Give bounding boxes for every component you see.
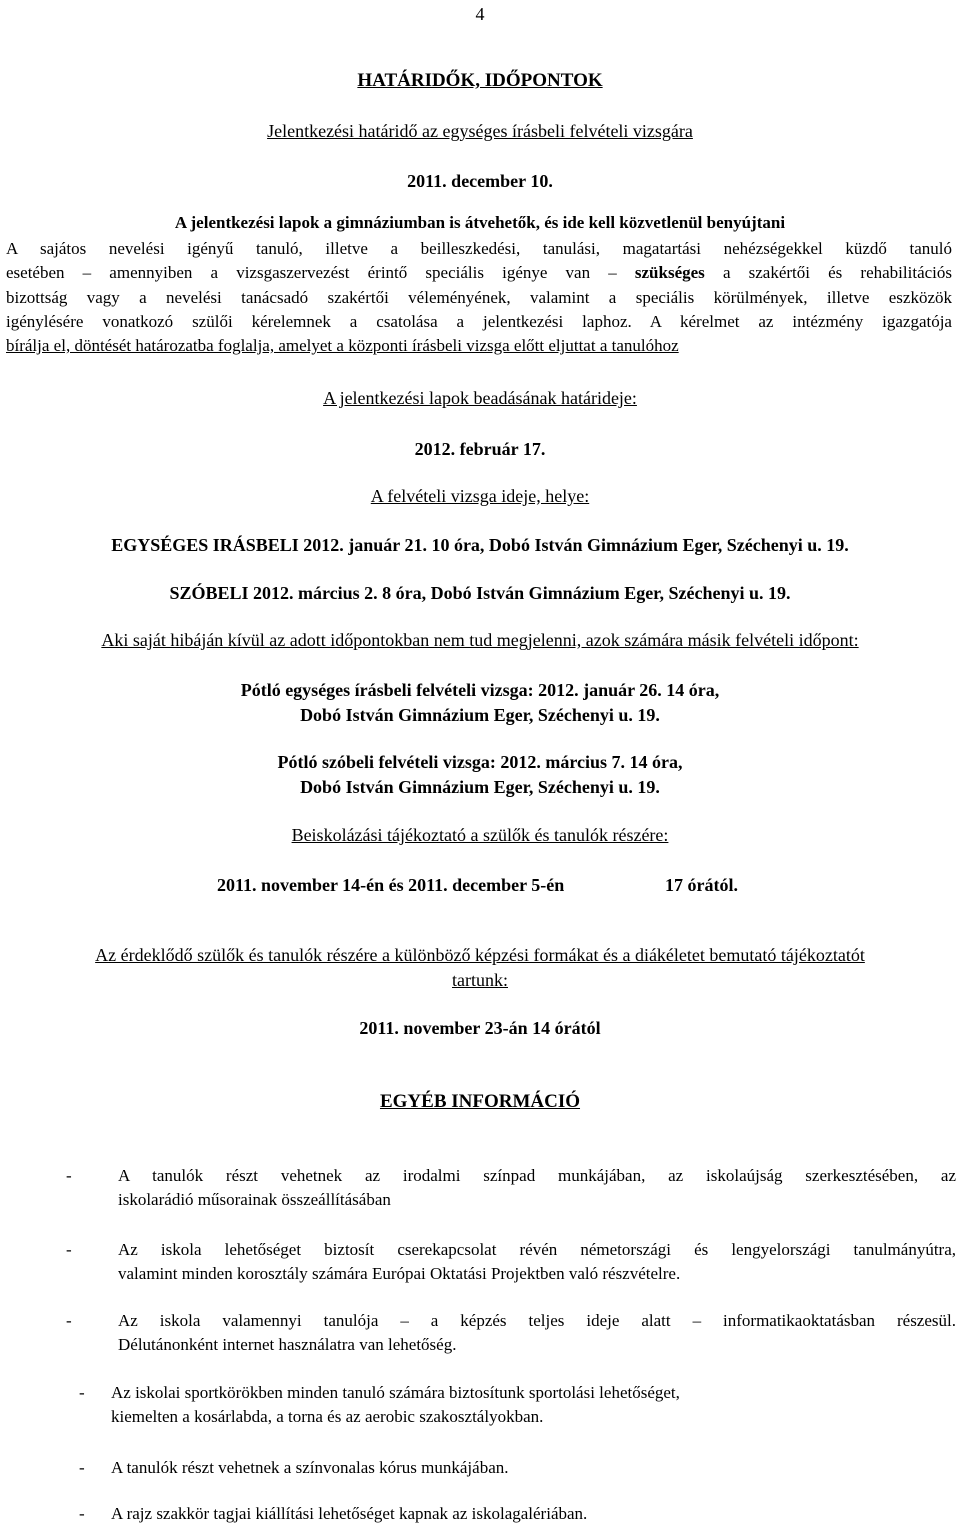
open-day-label-line2: tartunk: [452, 970, 508, 990]
list-item-text [111, 1456, 771, 1480]
list-item-line: Az iskolai sportkörökben minden tanuló számára biztosítunk sportolási lehetőséget, [111, 1383, 680, 1402]
list-item-line: Délutánonként internet használatra van lehetőség. [118, 1335, 457, 1354]
paragraph-line: bizottság vagy a nevelési tanácsadó szakértői véleményének, valamint a speciális körülmények, illetve eszközök [6, 287, 952, 307]
list-dash: - [79, 1458, 85, 1477]
paragraph-underlined-line: bírálja el, döntését határozatba foglalja, amelyet a központi írásbeli vizsga előtt eljuttat a tanulóhoz [6, 336, 679, 356]
list-item-line: valamint minden korosztály számára Európai Oktatási Projektben való részvételre. [118, 1264, 681, 1283]
page-number: 4 [475, 4, 485, 24]
list-item [79, 1502, 779, 1526]
list-dash: - [66, 1166, 72, 1185]
list-dash: - [66, 1311, 72, 1330]
paragraph-line [6, 261, 952, 285]
submission-deadline-date: 2012. február 17. [414, 439, 546, 459]
list-item-line: kiemelten a kosárlabda, a torna és az aerobic szakosztályokban. [111, 1407, 544, 1426]
written-exam-info: EGYSÉGES IRÁSBELI 2012. január 21. 10 óra, Dobó István Gimnázium Eger, Széchenyi u. 19. [111, 535, 849, 555]
paragraph-line-text: esetében – amennyiben a vizsgaszervezést érintő speciális igénye van – [6, 263, 617, 283]
registration-deadline-label: Jelentkezési határidő az egységes írásbeli felvételi vizsgára [267, 121, 693, 141]
list-item-line: A tanulók részt vehetnek az irodalmi színpad munkájában, az iskolaújság szerkesztésében, az [118, 1166, 956, 1185]
list-item-text [111, 1381, 871, 1429]
list-item [66, 1309, 956, 1359]
submission-deadline-label: A jelentkezési lapok beadásának határideje: [323, 388, 637, 408]
makeup-oral-exam-line2: Dobó István Gimnázium Eger, Széchenyi u. 19. [300, 777, 660, 797]
open-day-date: 2011. november 23-án 14 órától [359, 1018, 601, 1038]
list-item [79, 1381, 879, 1431]
special-needs-paragraph [6, 237, 952, 358]
paragraph-line: A sajátos nevelési igényű tanuló, illetve a beilleszkedési, tanulási, magatartási nehézségekkel küzdő tanuló [6, 239, 952, 258]
paragraph-line-text: A kérelmet az intézmény igazgatója [631, 311, 952, 331]
exam-time-place-label: A felvételi vizsga ideje, helye: [370, 486, 590, 506]
list-item-text [118, 1309, 956, 1357]
list-item [66, 1238, 956, 1288]
list-item-text [118, 1238, 956, 1286]
list-item-line: iskolarádió műsorainak összeállításában [118, 1190, 391, 1209]
registration-deadline-date: 2011. december 10. [407, 171, 553, 191]
makeup-oral-exam-line1: Pótló szóbeli felvételi vizsga: 2012. március 7. 14 óra, [277, 752, 683, 772]
list-item-line: A tanulók részt vehetnek a színvonalas kórus munkájában. [111, 1458, 509, 1477]
info-session-time: 17 órától. [665, 875, 738, 895]
section-title-deadlines: HATÁRIDŐK, IDŐPONTOK [357, 70, 603, 91]
makeup-written-exam-line2: Dobó István Gimnázium Eger, Széchenyi u. 19. [300, 705, 660, 725]
info-session-dates: 2011. november 14-én és 2011. december 5-én [217, 875, 565, 895]
list-item-text [111, 1502, 771, 1526]
oral-exam-info: SZÓBELI 2012. március 2. 8 óra, Dobó István Gimnázium Eger, Széchenyi u. 19. [169, 583, 791, 603]
list-item-text [118, 1164, 956, 1212]
list-dash: - [79, 1383, 85, 1402]
application-forms-note: A jelentkezési lapok a gimnáziumban is átvehetők, és ide kell közvetlenül benyújtani [174, 213, 786, 232]
paragraph-line [6, 310, 952, 334]
info-session-label: Beiskolázási tájékoztató a szülők és tanulók részére: [291, 825, 669, 845]
list-item-line: Az iskola valamennyi tanulója – a képzés teljes ideje alatt – informatikaoktatásban részesül. [118, 1311, 956, 1330]
makeup-exam-notice: Aki saját hibáján kívül az adott időpontokban nem tud megjelenni, azok számára másik felvételi időpont: [101, 630, 859, 650]
list-dash: - [66, 1240, 72, 1259]
list-item-line: Az iskola lehetőséget biztosít cserekapcsolat révén németországi és lengyelországi tanulmányútra, [118, 1240, 956, 1259]
makeup-written-exam-line1: Pótló egységes írásbeli felvételi vizsga: 2012. január 26. 14 óra, [240, 680, 720, 700]
list-item [79, 1456, 779, 1482]
section-title-other-info: EGYÉB INFORMÁCIÓ [379, 1091, 581, 1112]
paragraph-bold-word: szükséges [634, 263, 705, 283]
open-day-label-line1: Az érdeklődő szülők és tanulók részére a különböző képzési formákat és a diákéletet bemutató tájékoztatót [95, 945, 865, 965]
list-dash: - [79, 1504, 85, 1523]
list-item [66, 1164, 956, 1214]
paragraph-line-text: a szakértői és rehabilitációs [704, 263, 952, 283]
paragraph-line-text: igénylésére vonatkozó szülői kérelemnek a csatolása a jelentkezési laphoz. [6, 311, 632, 331]
list-item-line: A rajz szakkör tagjai kiállítási lehetőséget kapnak az iskolagalériában. [111, 1504, 588, 1523]
